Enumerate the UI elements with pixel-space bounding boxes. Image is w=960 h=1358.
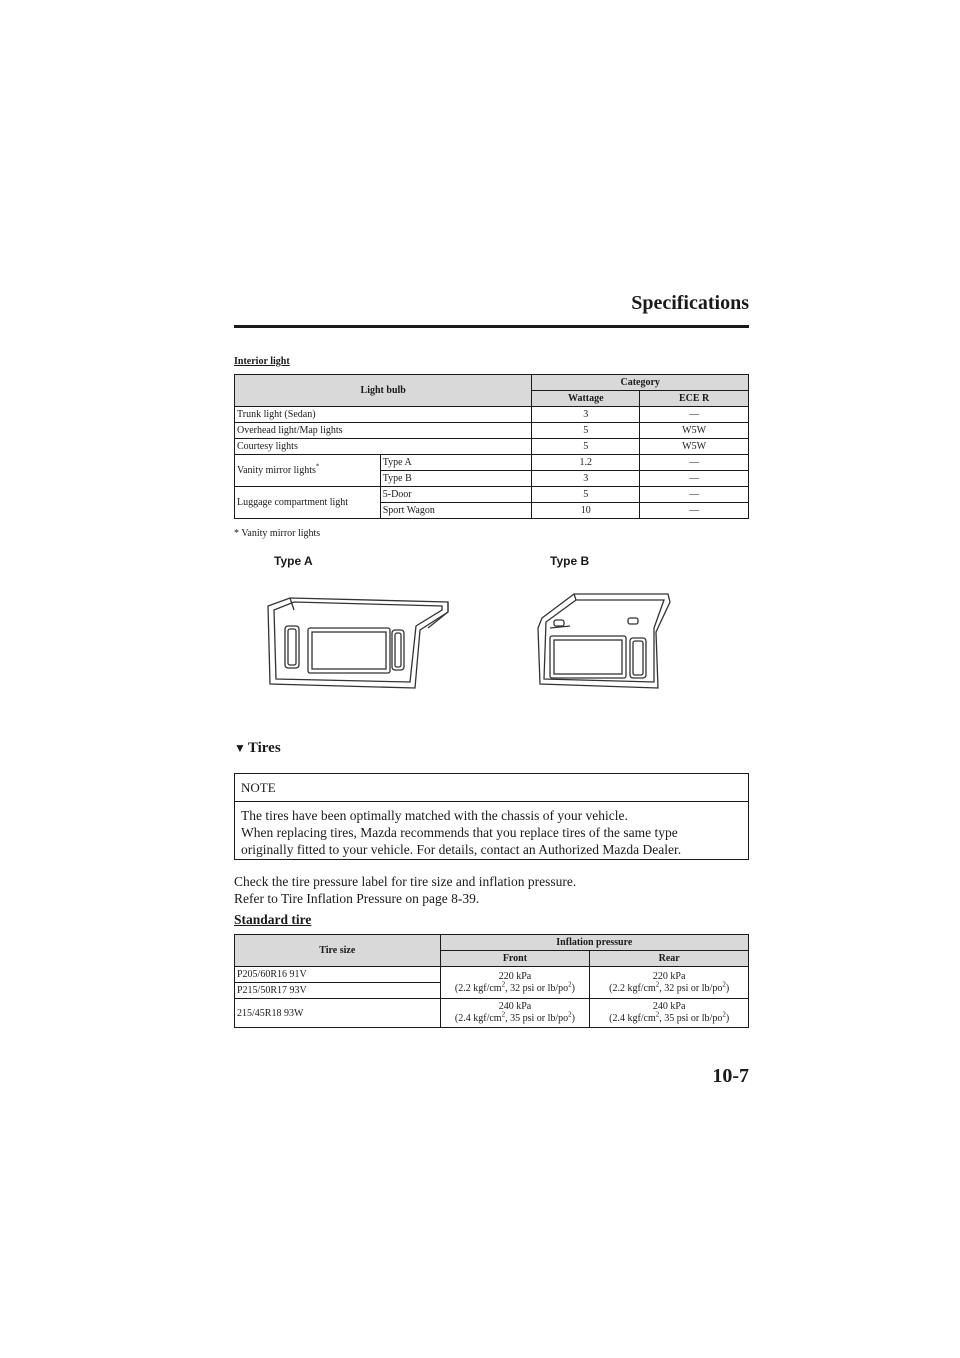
luggage-label: Luggage compartment light [235, 487, 381, 519]
table-row: Luggage compartment light 5-Door 5 — [235, 487, 749, 503]
table-row: P205/60R16 91V 220 kPa (2.2 kgf/$cm^2$, 32 psi or $lb/po^2$) 220 kPa (2.2 kgf/$cm^2$, 32 psi or $lb/po^2$) [235, 967, 749, 983]
header-wattage: Wattage [532, 391, 640, 407]
type-a-label: Type A [274, 554, 313, 568]
vanity-mirror-type-a-illustration [260, 588, 460, 698]
tires-heading: ▼ Tires [234, 740, 281, 756]
table-row: Vanity mirror lights* Type A 1.2 — [235, 455, 749, 471]
standard-tire-title: Standard tire [234, 912, 312, 927]
page-number: 10-7 [712, 1065, 749, 1087]
header-rear: Rear [590, 951, 749, 967]
table-row: Sport Wagon 10 — [235, 503, 749, 519]
interior-light-title: Interior light [234, 356, 290, 367]
header-inflation: Inflation pressure [440, 935, 748, 951]
header-category: Category [532, 375, 749, 391]
header-tire-size: Tire size [235, 935, 441, 967]
table-row: Trunk light (Sedan) 3 — [235, 407, 749, 423]
note-box [234, 773, 749, 860]
table-row: Type B 3 — [235, 471, 749, 487]
header-ece: ECE R [640, 391, 749, 407]
vanity-mirror-type-b-illustration [530, 588, 690, 693]
table-row: P215/50R17 93V [235, 983, 749, 999]
tire-instructions: Check the tire pressure label for tire size and inflation pressure. Refer to Tire Inflation Pressure on page 8-39. [234, 874, 577, 906]
table-row: 215/45R18 93W 240 kPa (2.4 kgf/$cm^2$, 35 psi or $lb/po^2$) 240 kPa (2.4 kgf/$cm^2$, 35 psi or $lb/po^2$) [235, 999, 749, 1028]
footnote: * Vanity mirror lights [234, 528, 321, 539]
type-b-label: Type B [550, 554, 590, 568]
page-title: Specifications [631, 292, 749, 314]
table-row: Courtesy lights 5 W5W [235, 439, 749, 455]
header-divider [234, 325, 749, 328]
header-light-bulb: Light bulb [235, 375, 532, 407]
note-body: The tires have been optimally matched with the chassis of your vehicle. When replacing tires, Mazda recommends that you replace tires of the same type originally fitted to your vehicle. For details, contact an Authorized Mazda Dealer. [241, 808, 682, 857]
header-front: Front [440, 951, 590, 967]
table-row: Overhead light/Map lights 5 W5W [235, 423, 749, 439]
interior-light-table [234, 374, 749, 519]
note-title: NOTE [235, 774, 748, 802]
vanity-label: Vanity mirror lights* [235, 455, 381, 487]
standard-tire-table [234, 934, 749, 1028]
